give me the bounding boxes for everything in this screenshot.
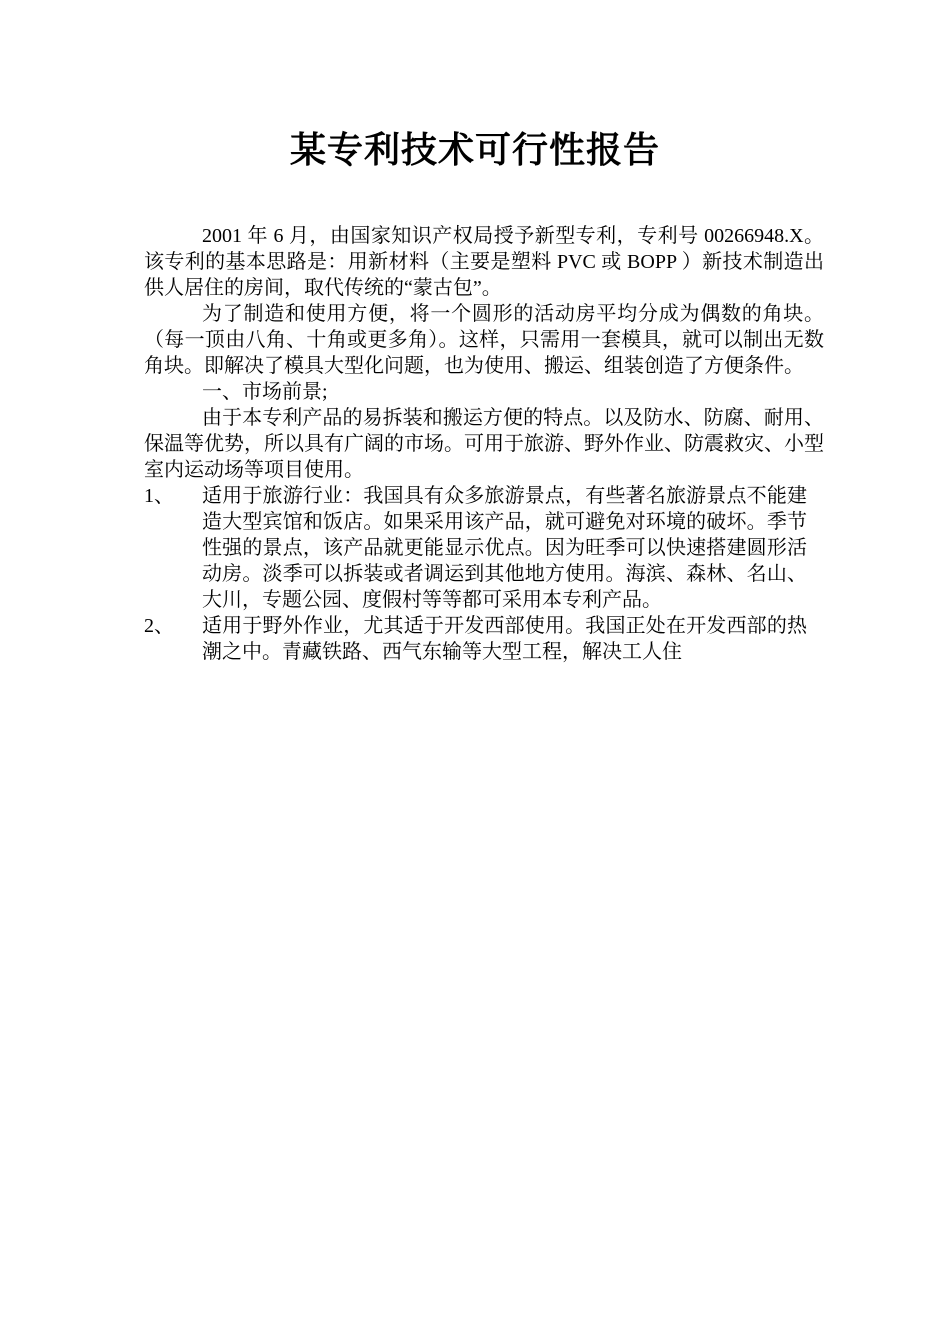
list-text: 适用于野外作业，尤其适于开发西部使用。我国正处在开发西部的热潮之中。青藏铁路、西气东输等大型工程，解决工人住 bbox=[202, 615, 807, 663]
paragraph-patent-intro: 2001 年 6 月，由国家知识产权局授予新型专利，专利号 00266948.X。该专利的基本思路是：用新材料（主要是塑料 PVC 或 BOPP ）新技术制造出供人居住的房间，取代传统的“蒙古包”。 bbox=[144, 225, 824, 299]
list-number: 2、 bbox=[144, 615, 174, 637]
document-title: 某专利技术可行性报告 bbox=[289, 130, 660, 170]
paragraph-design: 为了制造和使用方便，将一个圆形的活动房平均分成为偶数的角块。（每一顶由八角、十角或更多角）。这样，只需用一套模具，就可以制出无数角块。即解决了模具大型化问题，也为使用、搬运、组装创造了方便条件。 bbox=[144, 303, 824, 377]
section-heading-market: 一、市场前景; bbox=[202, 381, 328, 403]
document-body bbox=[144, 223, 824, 665]
paragraph-market: 由于本专利产品的易拆装和搬运方便的特点。以及防水、防腐、耐用、保温等优势，所以具有广阔的市场。可用于旅游、野外作业、防震救灾、小型室内运动场等项目使用。 bbox=[144, 407, 824, 481]
list-number: 1、 bbox=[144, 485, 174, 507]
list-item-tourism bbox=[144, 483, 807, 613]
list-item-field-work bbox=[144, 613, 807, 665]
list-text: 适用于旅游行业：我国具有众多旅游景点，有些著名旅游景点不能建造大型宾馆和饭店。如果采用该产品，就可避免对环境的破坏。季节性强的景点，该产品就更能显示优点。因为旺季可以快速搭建圆形活动房。淡季可以拆装或者调运到其他地方使用。海滨、森林、名山、大川，专题公园、度假村等等都可采用本专利产品。 bbox=[202, 485, 807, 611]
